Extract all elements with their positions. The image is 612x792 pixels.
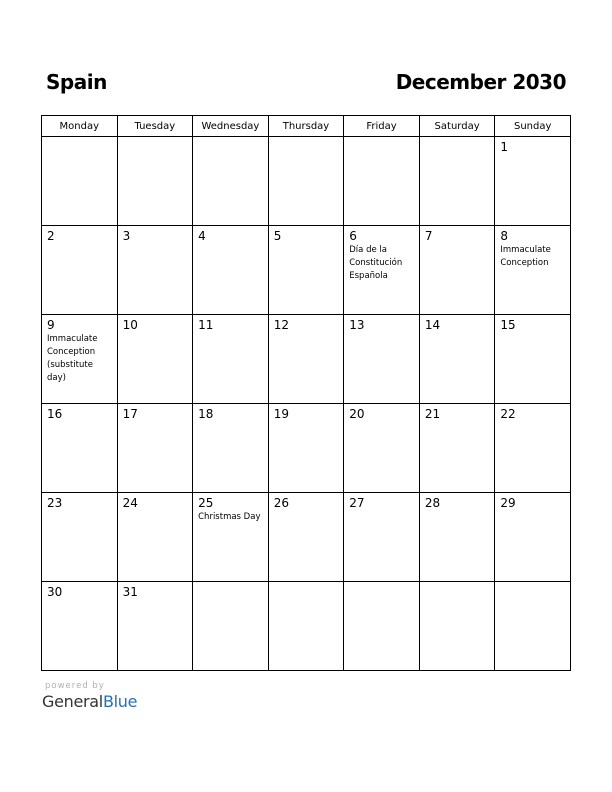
day-number: 23 — [47, 496, 63, 510]
day-number: 22 — [500, 407, 516, 421]
day-cell — [268, 493, 344, 582]
day-number: 10 — [122, 318, 138, 332]
day-number: 20 — [349, 407, 365, 421]
holiday-label: Immaculate Conception (substitute day) — [47, 334, 98, 383]
day-cell — [117, 226, 193, 315]
day-number: 11 — [198, 318, 214, 332]
day-cell — [268, 404, 344, 493]
day-number: 13 — [349, 318, 365, 332]
day-number: 4 — [198, 229, 206, 243]
day-number: 14 — [424, 318, 441, 332]
week-row — [42, 137, 571, 226]
day-number: 28 — [424, 496, 441, 510]
day-cell — [344, 582, 420, 671]
generalblue-logo — [42, 692, 137, 711]
day-number: 2 — [47, 229, 55, 243]
weekday-header-saturday: Saturday — [419, 116, 495, 137]
day-cell — [193, 137, 269, 226]
day-cell — [117, 404, 193, 493]
day-number: 12 — [273, 318, 289, 332]
day-number: 9 — [47, 318, 55, 332]
footer-branding — [42, 681, 137, 711]
day-cell — [117, 582, 193, 671]
week-row — [42, 226, 571, 315]
day-number: 5 — [273, 229, 282, 243]
day-cell — [268, 226, 344, 315]
day-number: 25 — [198, 496, 214, 510]
holiday-label: Día de la Constitución Española — [349, 245, 403, 281]
day-cell — [193, 404, 269, 493]
day-cell — [419, 404, 495, 493]
day-cell — [419, 582, 495, 671]
holiday-label: Immaculate Conception — [500, 245, 551, 268]
day-cell — [117, 315, 193, 404]
day-cell — [495, 404, 571, 493]
holiday-label: Christmas Day — [198, 512, 261, 522]
weekday-header-thursday: Thursday — [268, 116, 344, 137]
day-cell — [117, 493, 193, 582]
day-number: 29 — [500, 496, 516, 510]
day-cell — [344, 315, 420, 404]
day-number: 18 — [198, 407, 214, 421]
week-row — [42, 315, 571, 404]
day-cell — [344, 226, 420, 315]
weekday-header-tuesday: Tuesday — [117, 116, 193, 137]
week-row — [42, 582, 571, 671]
day-cell — [419, 493, 495, 582]
brand-blue: Blue — [102, 692, 138, 711]
day-number: 15 — [500, 318, 516, 332]
day-cell — [344, 404, 420, 493]
weekday-header-row — [42, 116, 571, 137]
weekday-header-wednesday: Wednesday — [193, 116, 269, 137]
day-number: 30 — [47, 585, 63, 599]
day-number: 17 — [122, 407, 138, 421]
day-number: 3 — [122, 229, 131, 243]
day-cell — [193, 582, 269, 671]
day-cell — [268, 315, 344, 404]
day-cell — [344, 493, 420, 582]
day-cell — [419, 315, 495, 404]
day-cell — [117, 137, 193, 226]
day-cell — [42, 493, 118, 582]
day-cell — [419, 226, 495, 315]
month-year-title: December 2030 — [395, 70, 566, 94]
day-cell — [495, 226, 571, 315]
day-cell — [193, 493, 269, 582]
day-number: 21 — [424, 407, 441, 421]
day-cell — [268, 582, 344, 671]
powered-by-text: powered by — [45, 681, 105, 691]
day-number: 26 — [273, 496, 289, 510]
day-cell — [268, 137, 344, 226]
day-cell — [193, 315, 269, 404]
day-cell — [495, 315, 571, 404]
day-number: 7 — [424, 229, 433, 243]
weekday-header-monday: Monday — [42, 116, 118, 137]
day-cell — [42, 582, 118, 671]
day-number: 24 — [122, 496, 138, 510]
week-row — [42, 404, 571, 493]
day-cell — [495, 137, 571, 226]
calendar-grid — [41, 115, 571, 671]
day-cell — [42, 404, 118, 493]
day-cell — [42, 226, 118, 315]
week-row — [42, 493, 571, 582]
day-number: 16 — [47, 407, 63, 421]
brand-general: General — [42, 692, 103, 711]
day-number: 19 — [273, 407, 289, 421]
day-cell — [495, 582, 571, 671]
day-cell — [42, 315, 118, 404]
weekday-header-sunday: Sunday — [495, 116, 571, 137]
day-number: 1 — [500, 140, 509, 154]
country-title: Spain — [46, 70, 107, 94]
day-number: 27 — [349, 496, 365, 510]
day-cell — [42, 137, 118, 226]
day-number: 31 — [122, 585, 138, 599]
day-cell — [344, 137, 420, 226]
day-cell — [495, 493, 571, 582]
day-number: 6 — [349, 229, 357, 243]
day-number: 8 — [500, 229, 509, 243]
day-cell — [419, 137, 495, 226]
day-cell — [193, 226, 269, 315]
weekday-header-friday: Friday — [344, 116, 420, 137]
